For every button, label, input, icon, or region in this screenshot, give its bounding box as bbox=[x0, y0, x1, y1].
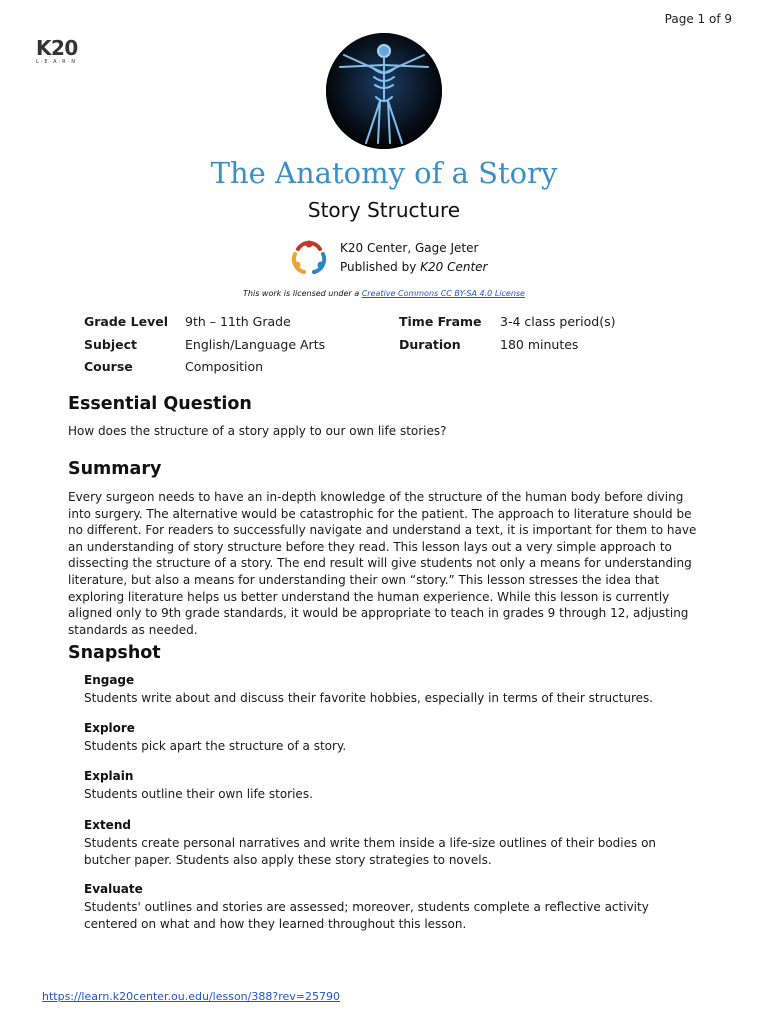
snapshot-heading: Snapshot bbox=[68, 643, 161, 663]
license-notice: This work is licensed under a Creative Commons CC BY-SA 4.0 License bbox=[243, 289, 525, 298]
snapshot-explain bbox=[84, 769, 704, 803]
skeleton-illustration bbox=[326, 33, 442, 149]
duration-value: 180 minutes bbox=[500, 337, 579, 352]
summary-heading: Summary bbox=[68, 459, 162, 479]
essential-question-text: How does the structure of a story apply to our own life stories? bbox=[68, 424, 447, 438]
course-label: Course bbox=[84, 359, 133, 374]
publisher-name: K20 Center bbox=[420, 260, 488, 274]
subject-label: Subject bbox=[84, 337, 137, 352]
subject-value: English/Language Arts bbox=[185, 337, 326, 352]
snapshot-item-title: Evaluate bbox=[84, 882, 143, 896]
logo-main-text: K20 bbox=[36, 36, 78, 60]
page-title: The Anatomy of a Story bbox=[210, 156, 558, 190]
snapshot-item-text: Students pick apart the structure of a story. bbox=[84, 739, 347, 753]
lesson-url-link[interactable]: https://learn.k20center.ou.edu/lesson/388?rev=25790 bbox=[42, 990, 340, 1003]
duration-label: Duration bbox=[399, 337, 461, 352]
k20-logo bbox=[36, 38, 80, 65]
author-name: K20 Center, Gage Jeter bbox=[340, 241, 479, 255]
snapshot-item-title: Explore bbox=[84, 721, 135, 735]
course-value: Composition bbox=[185, 359, 264, 374]
snapshot-item-text: Students write about and discuss their favorite hobbies, especially in terms of their structures. bbox=[84, 691, 654, 705]
time-frame-label: Time Frame bbox=[399, 314, 482, 329]
snapshot-explore bbox=[84, 721, 704, 755]
snapshot-engage bbox=[84, 673, 704, 707]
license-link[interactable]: Creative Commons CC BY-SA 4.0 License bbox=[361, 289, 525, 298]
summary-text: Every surgeon needs to have an in-depth knowledge of the structure of the human body before diving into surgery. The alternative would be catastrophic for the patient. The approach to literature should be no different. For readers to successfully navigate and understand a text, it is important for them to have an understanding of story structure before they read. This lesson lays out a very simple approach to dissecting the structure of a story. The end result will give students not only a means for understanding literature, but also a means for understanding their own “story.” This lesson stresses the idea that exploring literature helps us better understand the human experience. While this lesson is currently aligned only to 9th grade standards, it would be appropriate to teach in grades 9 through 12, adjusting standards as needed. bbox=[68, 490, 697, 637]
snapshot-item-text: Students create personal narratives and write them inside a life-size outlines of their bodies on butcher paper. Students also apply these story strategies to novels. bbox=[84, 836, 657, 867]
logo-sub-text: L·E·A·R·N bbox=[36, 59, 77, 65]
time-frame-value: 3-4 class period(s) bbox=[500, 314, 616, 329]
snapshot-extend bbox=[84, 818, 704, 868]
essential-question-heading: Essential Question bbox=[68, 394, 252, 414]
page-number: Page 1 of 9 bbox=[664, 12, 732, 26]
snapshot-item-text: Students' outlines and stories are assessed; moreover, students complete a reflective activity centered on what and how they learned throughout this lesson. bbox=[84, 900, 649, 931]
snapshot-item-title: Engage bbox=[84, 673, 135, 687]
hero-skeleton-image bbox=[326, 33, 442, 149]
published-by: Published by K20 Center bbox=[340, 260, 488, 274]
author-block bbox=[340, 239, 487, 277]
grade-level-value: 9th – 11th Grade bbox=[185, 314, 291, 329]
page-subtitle: Story Structure bbox=[307, 198, 461, 222]
k20-center-icon bbox=[290, 238, 328, 276]
snapshot-evaluate bbox=[84, 882, 704, 932]
grade-level-label: Grade Level bbox=[84, 314, 168, 329]
snapshot-item-title: Explain bbox=[84, 769, 134, 783]
snapshot-item-text: Students outline their own life stories. bbox=[84, 787, 313, 801]
snapshot-item-title: Extend bbox=[84, 818, 131, 832]
